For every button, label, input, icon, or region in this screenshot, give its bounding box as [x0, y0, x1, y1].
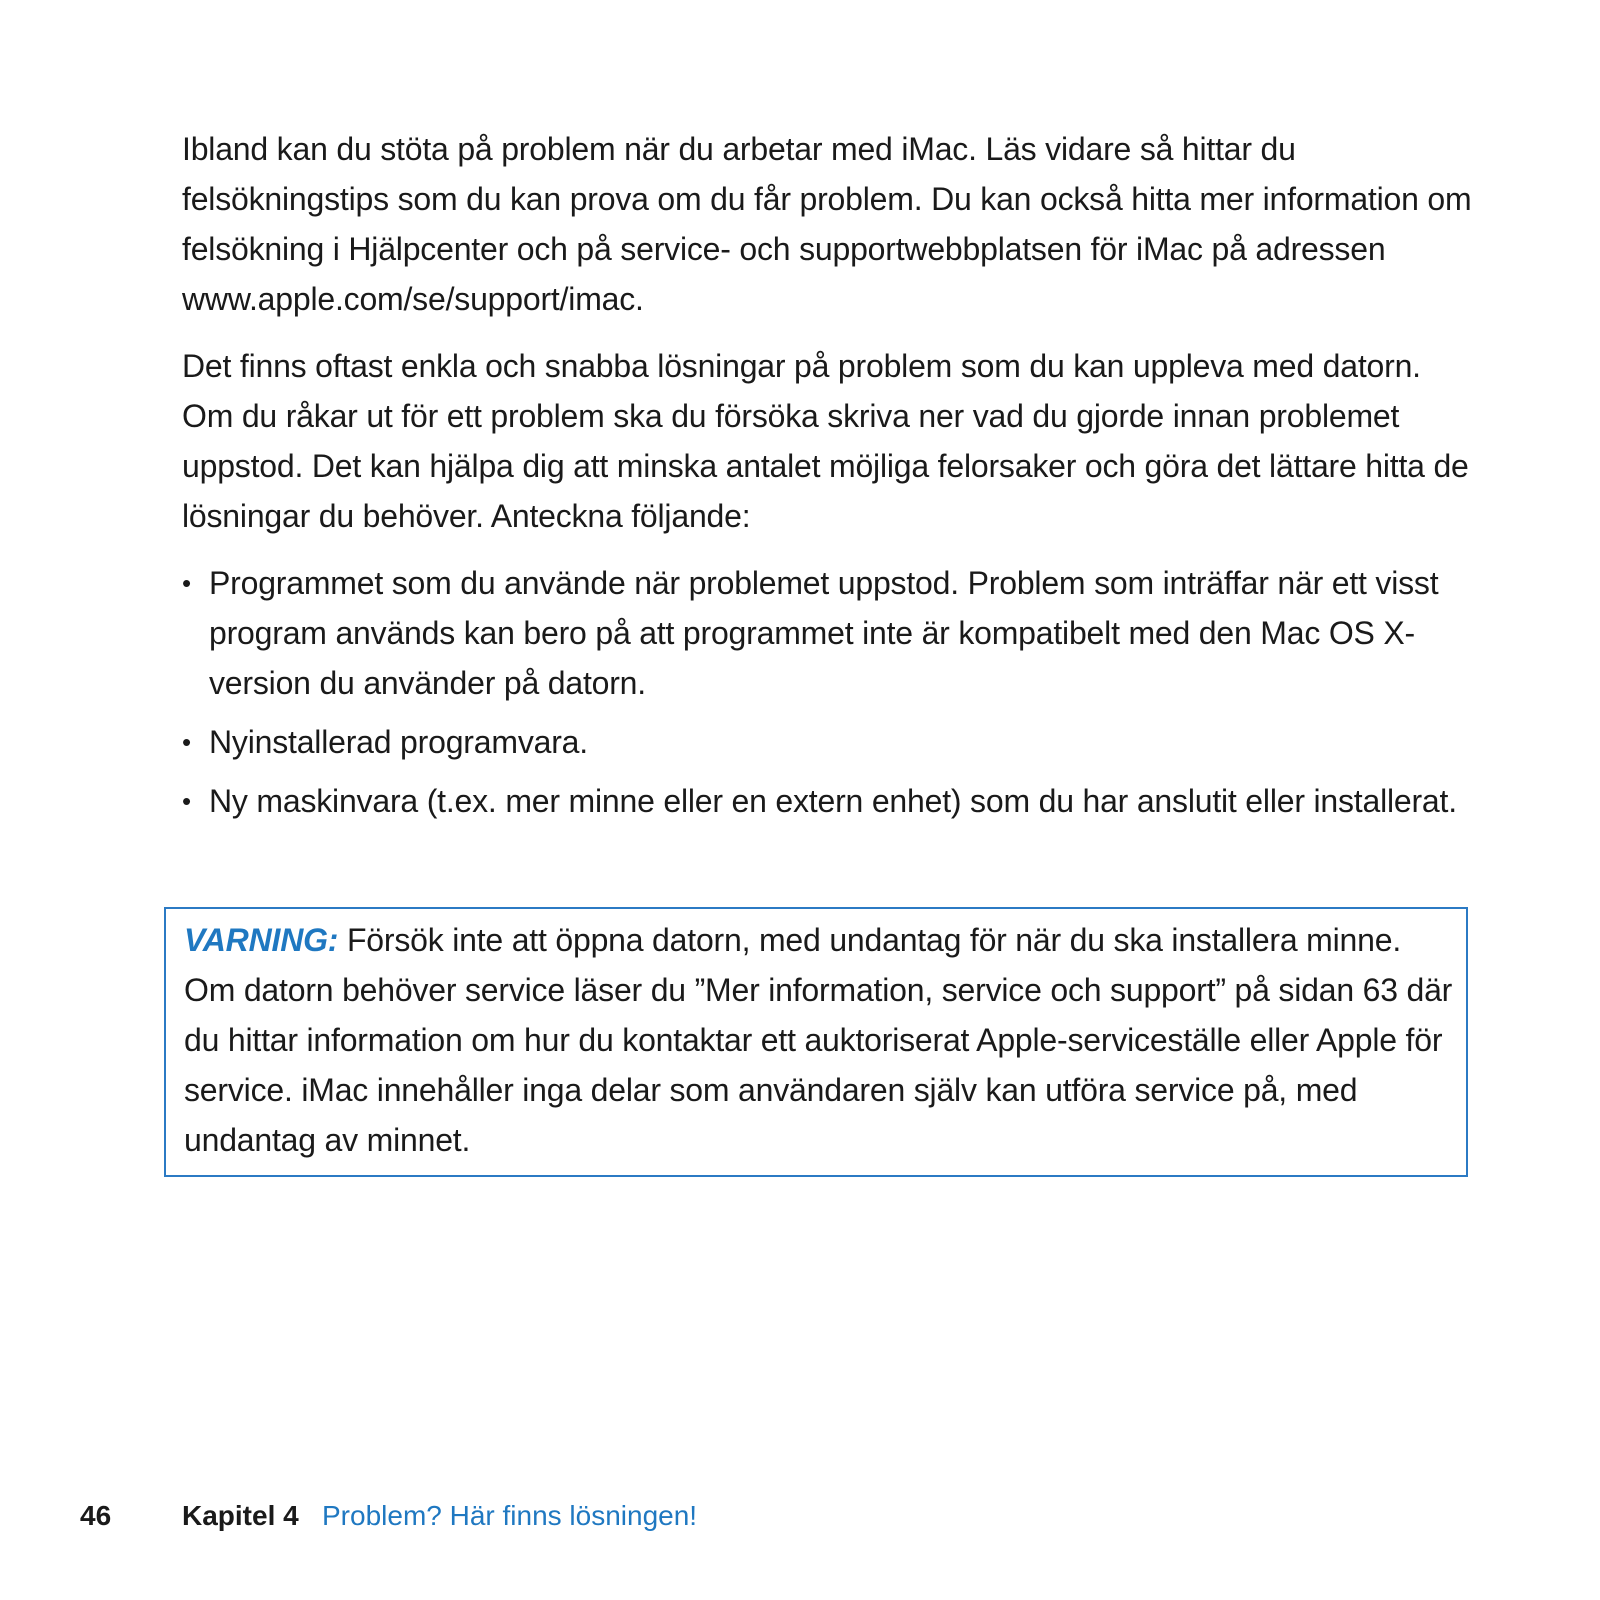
chapter-label: Kapitel 4 — [182, 1500, 299, 1531]
bullet-list — [182, 558, 1472, 826]
list-item — [182, 776, 1472, 826]
main-content — [182, 124, 1472, 835]
list-item-text: Programmet som du använde när problemet uppstod. Problem som inträffar när ett visst program används kan bero på att programmet inte är kompatibelt med den Mac OS X-version du använder på datorn. — [209, 565, 1439, 701]
bullet-icon: • — [182, 727, 191, 757]
chapter-title: Problem? Här finns lösningen! — [322, 1500, 698, 1531]
page-footer — [0, 1496, 1600, 1536]
bullet-icon: • — [182, 568, 191, 598]
warning-label: VARNING: — [184, 922, 339, 958]
warning-body: Försök inte att öppna datorn, med undantag för när du ska installera minne. Om datorn behöver service läser du ”Mer information, service och support” på sidan 63 där du hittar information om hur du kontaktar ett auktoriserat Apple-serviceställe eller Apple för service. iMac innehåller inga delar som användaren själv kan utföra service på, med undantag av minnet. — [184, 922, 1453, 1158]
bullet-icon: • — [182, 786, 191, 816]
page-number: 46 — [80, 1500, 112, 1531]
warning-box — [164, 907, 1468, 1177]
notes-paragraph: Det finns oftast enkla och snabba lösningar på problem som du kan uppleva med datorn. Om du råkar ut för ett problem ska du försöka skriva ner vad du gjorde innan problemet uppstod. Det kan hjälpa dig att minska antalet möjliga felorsaker och göra det lättare hitta de lösningar du behöver. Anteckna följande: — [182, 348, 1469, 534]
list-item-text: Ny maskinvara (t.ex. mer minne eller en extern enhet) som du har anslutit eller installerat. — [209, 783, 1457, 819]
list-item-text: Nyinstallerad programvara. — [209, 724, 588, 760]
warning-text — [184, 915, 1454, 1165]
intro-paragraph: Ibland kan du stöta på problem när du arbetar med iMac. Läs vidare så hittar du felsökningstips som du kan prova om du får problem. Du kan också hitta mer information om felsökning i Hjälpcenter och på service- och supportwebbplatsen för iMac på adressen www.apple.com/se/support/imac. — [182, 131, 1472, 317]
list-item — [182, 558, 1472, 708]
list-item — [182, 717, 1472, 767]
